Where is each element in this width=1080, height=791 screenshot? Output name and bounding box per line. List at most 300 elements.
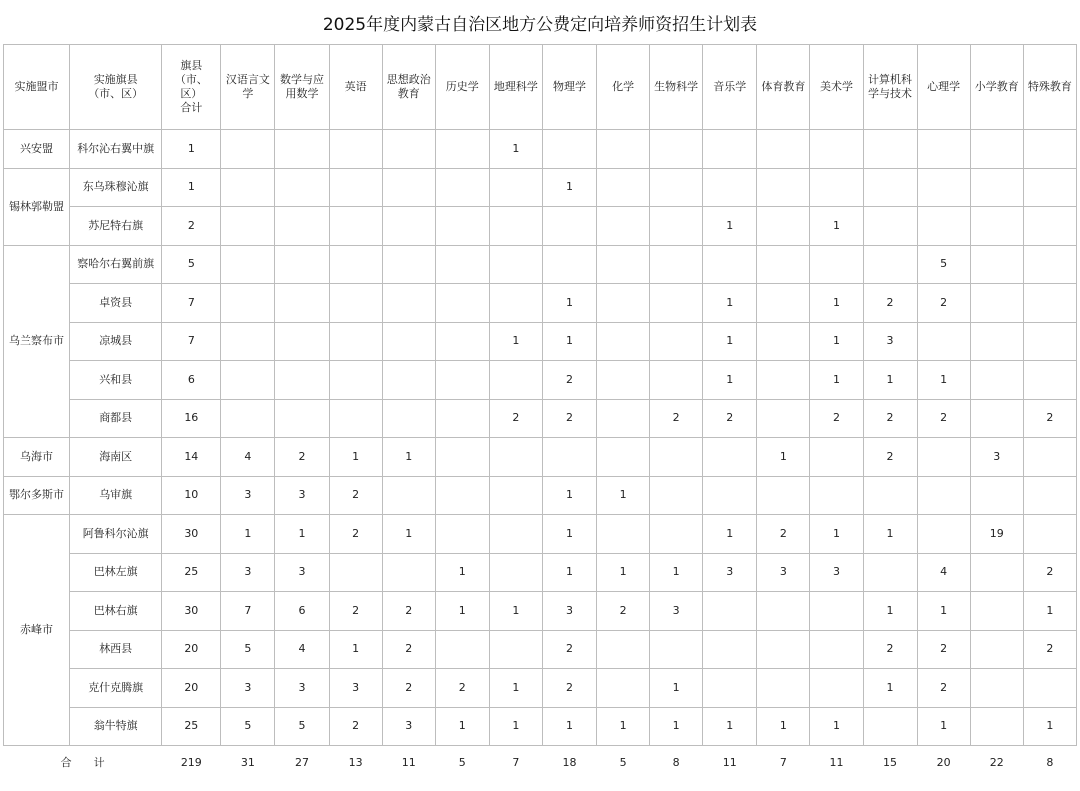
subject-count-cell: 1: [650, 553, 703, 592]
subject-count-cell: 2: [863, 438, 917, 477]
subject-count-cell: 2: [917, 399, 970, 438]
subject-count-cell: 2: [382, 630, 435, 669]
subject-count-cell: [382, 476, 435, 515]
subject-count-cell: [917, 476, 970, 515]
subject-count-cell: [435, 438, 489, 477]
subject-count-cell: 2: [329, 592, 382, 631]
county-cell: 林西县: [70, 630, 162, 669]
subject-count-cell: [863, 245, 917, 284]
subject-count-cell: 2: [489, 399, 542, 438]
subject-count-cell: 1: [650, 707, 703, 746]
subject-count-cell: 2: [917, 630, 970, 669]
subject-count-cell: [382, 284, 435, 323]
totals-label: 合 计: [4, 746, 162, 780]
subject-count-cell: [650, 476, 703, 515]
subject-count-cell: [221, 361, 275, 400]
subject-count-cell: 1: [435, 553, 489, 592]
subject-count-cell: 1: [703, 322, 757, 361]
table-row: [4, 438, 1077, 477]
county-cell: 卓资县: [70, 284, 162, 323]
subject-count-cell: 3: [221, 476, 275, 515]
header-subject: 特殊教育: [1023, 45, 1076, 130]
table-row: [4, 399, 1077, 438]
subject-count-cell: [435, 284, 489, 323]
subject-count-cell: [757, 207, 810, 246]
table-row: [4, 284, 1077, 323]
subject-total-cell: 8: [650, 746, 703, 780]
subject-count-cell: [650, 322, 703, 361]
subject-count-cell: [970, 399, 1023, 438]
subject-count-cell: [275, 168, 329, 207]
subject-count-cell: 1: [382, 438, 435, 477]
county-total-cell: 7: [162, 322, 221, 361]
table-row: [4, 707, 1077, 746]
subject-count-cell: [757, 592, 810, 631]
subject-count-cell: [597, 284, 650, 323]
subject-count-cell: [703, 669, 757, 708]
subject-count-cell: 3: [703, 553, 757, 592]
subject-count-cell: [970, 630, 1023, 669]
subject-count-cell: [329, 245, 382, 284]
subject-count-cell: [435, 361, 489, 400]
subject-count-cell: [489, 245, 542, 284]
table-row: [4, 553, 1077, 592]
table-row: [4, 669, 1077, 708]
subject-count-cell: [597, 515, 650, 554]
subject-count-cell: 1: [863, 592, 917, 631]
subject-count-cell: 3: [275, 476, 329, 515]
subject-total-cell: 11: [810, 746, 863, 780]
county-total-cell: 25: [162, 707, 221, 746]
subject-count-cell: 2: [542, 669, 596, 708]
subject-count-cell: [275, 207, 329, 246]
subject-count-cell: 1: [1023, 592, 1076, 631]
subject-count-cell: [650, 130, 703, 169]
subject-count-cell: [489, 168, 542, 207]
subject-count-cell: 2: [1023, 630, 1076, 669]
county-total-cell: 16: [162, 399, 221, 438]
subject-total-cell: 15: [863, 746, 917, 780]
subject-count-cell: [275, 284, 329, 323]
subject-count-cell: 1: [275, 515, 329, 554]
subject-count-cell: [863, 130, 917, 169]
subject-total-cell: 7: [757, 746, 810, 780]
subject-count-cell: 3: [542, 592, 596, 631]
subject-count-cell: [329, 284, 382, 323]
header-subject: 历史学: [435, 45, 489, 130]
county-cell: 凉城县: [70, 322, 162, 361]
subject-count-cell: 2: [1023, 553, 1076, 592]
enrollment-plan-table: [3, 44, 1077, 780]
subject-count-cell: 5: [275, 707, 329, 746]
subject-count-cell: [703, 630, 757, 669]
table-row: [4, 130, 1077, 169]
subject-count-cell: 1: [597, 707, 650, 746]
county-cell: 东乌珠穆沁旗: [70, 168, 162, 207]
subject-count-cell: 2: [435, 669, 489, 708]
subject-count-cell: [650, 438, 703, 477]
subject-count-cell: 1: [329, 438, 382, 477]
subject-count-cell: [435, 168, 489, 207]
header-subject: 音乐学: [703, 45, 757, 130]
county-cell: 科尔沁右翼中旗: [70, 130, 162, 169]
subject-count-cell: [1023, 361, 1076, 400]
county-total-cell: 10: [162, 476, 221, 515]
subject-count-cell: [863, 707, 917, 746]
subject-count-cell: [382, 130, 435, 169]
subject-count-cell: [489, 284, 542, 323]
county-cell: 翁牛特旗: [70, 707, 162, 746]
subject-count-cell: [970, 361, 1023, 400]
subject-total-cell: 5: [435, 746, 489, 780]
subject-count-cell: 1: [435, 592, 489, 631]
subject-count-cell: [382, 245, 435, 284]
subject-count-cell: [863, 207, 917, 246]
subject-count-cell: [329, 361, 382, 400]
subject-count-cell: 1: [542, 476, 596, 515]
subject-count-cell: [382, 361, 435, 400]
subject-count-cell: 1: [542, 707, 596, 746]
subject-count-cell: [1023, 669, 1076, 708]
subject-count-cell: [917, 322, 970, 361]
league-cell: 鄂尔多斯市: [4, 476, 70, 515]
subject-count-cell: [650, 361, 703, 400]
subject-count-cell: 1: [542, 168, 596, 207]
subject-count-cell: [489, 207, 542, 246]
subject-count-cell: [810, 245, 863, 284]
subject-count-cell: [489, 476, 542, 515]
totals-row: [4, 746, 1077, 780]
county-total-cell: 14: [162, 438, 221, 477]
table-row: [4, 592, 1077, 631]
subject-count-cell: 1: [542, 322, 596, 361]
subject-count-cell: [970, 592, 1023, 631]
subject-count-cell: [275, 361, 329, 400]
subject-count-cell: 3: [382, 707, 435, 746]
subject-count-cell: [810, 592, 863, 631]
subject-count-cell: 1: [703, 707, 757, 746]
subject-count-cell: [757, 322, 810, 361]
subject-total-cell: 31: [221, 746, 275, 780]
subject-count-cell: [757, 476, 810, 515]
header-subject: 化学: [597, 45, 650, 130]
subject-count-cell: [542, 438, 596, 477]
subject-count-cell: 1: [650, 669, 703, 708]
subject-count-cell: 5: [917, 245, 970, 284]
subject-count-cell: 1: [489, 130, 542, 169]
subject-count-cell: [382, 168, 435, 207]
subject-count-cell: 3: [275, 553, 329, 592]
subject-count-cell: [542, 130, 596, 169]
subject-count-cell: 2: [810, 399, 863, 438]
subject-count-cell: [970, 207, 1023, 246]
subject-count-cell: 2: [597, 592, 650, 631]
subject-count-cell: 1: [917, 707, 970, 746]
subject-count-cell: [917, 130, 970, 169]
header-subject: 英语: [329, 45, 382, 130]
subject-count-cell: [1023, 245, 1076, 284]
subject-count-cell: [703, 168, 757, 207]
subject-count-cell: 1: [489, 322, 542, 361]
subject-count-cell: [489, 553, 542, 592]
county-cell: 商都县: [70, 399, 162, 438]
subject-count-cell: 1: [542, 284, 596, 323]
subject-count-cell: [435, 130, 489, 169]
subject-count-cell: 3: [863, 322, 917, 361]
subject-count-cell: 4: [917, 553, 970, 592]
subject-count-cell: [810, 476, 863, 515]
subject-count-cell: [1023, 207, 1076, 246]
header-subject: 物理学: [542, 45, 596, 130]
subject-count-cell: [435, 476, 489, 515]
table-row: [4, 630, 1077, 669]
subject-count-cell: 2: [542, 399, 596, 438]
subject-count-cell: 2: [542, 361, 596, 400]
subject-count-cell: 2: [329, 476, 382, 515]
subject-count-cell: [597, 399, 650, 438]
subject-count-cell: 2: [1023, 399, 1076, 438]
subject-count-cell: 2: [863, 399, 917, 438]
table-row: [4, 245, 1077, 284]
subject-count-cell: [757, 361, 810, 400]
subject-count-cell: [970, 284, 1023, 323]
subject-count-cell: 3: [275, 669, 329, 708]
table-body: [4, 130, 1077, 780]
subject-count-cell: [810, 438, 863, 477]
subject-count-cell: 1: [435, 707, 489, 746]
league-cell: 兴安盟: [4, 130, 70, 169]
subject-count-cell: [810, 130, 863, 169]
subject-count-cell: 7: [221, 592, 275, 631]
subject-count-cell: 5: [221, 630, 275, 669]
subject-count-cell: [382, 553, 435, 592]
subject-count-cell: [329, 168, 382, 207]
subject-count-cell: 1: [810, 515, 863, 554]
subject-count-cell: [382, 322, 435, 361]
header-subject: 数学与应用数学: [275, 45, 329, 130]
subject-count-cell: [329, 399, 382, 438]
subject-count-cell: [970, 245, 1023, 284]
subject-count-cell: [435, 207, 489, 246]
table-row: [4, 515, 1077, 554]
subject-count-cell: [810, 168, 863, 207]
subject-total-cell: 8: [1023, 746, 1076, 780]
subject-count-cell: [275, 399, 329, 438]
league-cell: 乌海市: [4, 438, 70, 477]
subject-count-cell: 1: [703, 284, 757, 323]
header-subject: 计算机科学与技术: [863, 45, 917, 130]
subject-count-cell: 1: [863, 515, 917, 554]
subject-count-cell: [489, 630, 542, 669]
header-subject: 心理学: [917, 45, 970, 130]
subject-total-cell: 27: [275, 746, 329, 780]
subject-count-cell: 2: [703, 399, 757, 438]
subject-count-cell: 1: [810, 361, 863, 400]
subject-count-cell: [597, 361, 650, 400]
subject-count-cell: 1: [757, 707, 810, 746]
subject-count-cell: [221, 207, 275, 246]
county-total-cell: 7: [162, 284, 221, 323]
subject-count-cell: [970, 168, 1023, 207]
county-total-cell: 30: [162, 592, 221, 631]
subject-count-cell: 1: [382, 515, 435, 554]
subject-count-cell: 4: [275, 630, 329, 669]
subject-count-cell: [917, 515, 970, 554]
subject-count-cell: 2: [650, 399, 703, 438]
subject-count-cell: [757, 669, 810, 708]
subject-count-cell: 1: [542, 553, 596, 592]
subject-count-cell: [917, 438, 970, 477]
subject-total-cell: 7: [489, 746, 542, 780]
header-subject: 美术学: [810, 45, 863, 130]
subject-count-cell: [221, 399, 275, 438]
subject-count-cell: [329, 553, 382, 592]
table-row: [4, 361, 1077, 400]
header-subject: 体育教育: [757, 45, 810, 130]
subject-count-cell: [650, 245, 703, 284]
county-total-cell: 1: [162, 168, 221, 207]
league-cell: 乌兰察布市: [4, 245, 70, 438]
subject-count-cell: 1: [542, 515, 596, 554]
subject-count-cell: [650, 284, 703, 323]
subject-count-cell: [221, 130, 275, 169]
subject-count-cell: [382, 207, 435, 246]
subject-count-cell: [435, 322, 489, 361]
subject-count-cell: 1: [489, 669, 542, 708]
subject-total-cell: 13: [329, 746, 382, 780]
header-subject: 地理科学: [489, 45, 542, 130]
header-subject: 思想政治教育: [382, 45, 435, 130]
county-total-cell: 20: [162, 669, 221, 708]
subject-count-cell: [863, 168, 917, 207]
subject-count-cell: 2: [863, 630, 917, 669]
subject-count-cell: [275, 130, 329, 169]
subject-count-cell: 1: [757, 438, 810, 477]
county-cell: 兴和县: [70, 361, 162, 400]
subject-count-cell: [489, 361, 542, 400]
subject-count-cell: [1023, 438, 1076, 477]
subject-total-cell: 20: [917, 746, 970, 780]
subject-count-cell: [650, 630, 703, 669]
subject-count-cell: [917, 207, 970, 246]
subject-count-cell: [275, 322, 329, 361]
subject-count-cell: [435, 245, 489, 284]
subject-count-cell: [221, 168, 275, 207]
subject-count-cell: 1: [703, 207, 757, 246]
subject-count-cell: 1: [597, 476, 650, 515]
subject-count-cell: [329, 130, 382, 169]
subject-count-cell: [970, 130, 1023, 169]
subject-count-cell: [435, 399, 489, 438]
subject-count-cell: [703, 476, 757, 515]
header-subject: 小学教育: [970, 45, 1023, 130]
subject-count-cell: 3: [221, 669, 275, 708]
subject-count-cell: [917, 168, 970, 207]
subject-count-cell: [810, 669, 863, 708]
table-row: [4, 207, 1077, 246]
county-cell: 阿鲁科尔沁旗: [70, 515, 162, 554]
subject-count-cell: [703, 592, 757, 631]
subject-count-cell: [597, 168, 650, 207]
subject-count-cell: [970, 707, 1023, 746]
subject-count-cell: [275, 245, 329, 284]
county-total-cell: 2: [162, 207, 221, 246]
subject-count-cell: [435, 515, 489, 554]
subject-count-cell: [1023, 284, 1076, 323]
subject-count-cell: [757, 399, 810, 438]
subject-count-cell: [863, 476, 917, 515]
subject-count-cell: [863, 553, 917, 592]
subject-count-cell: 6: [275, 592, 329, 631]
subject-count-cell: 1: [917, 592, 970, 631]
subject-count-cell: [650, 168, 703, 207]
subject-count-cell: [329, 207, 382, 246]
subject-count-cell: 2: [917, 284, 970, 323]
header-total: 旗县 （市、区） 合计: [162, 45, 221, 130]
subject-total-cell: 22: [970, 746, 1023, 780]
subject-count-cell: 1: [489, 707, 542, 746]
subject-count-cell: [650, 207, 703, 246]
county-total-cell: 6: [162, 361, 221, 400]
header-subject: 汉语言文学: [221, 45, 275, 130]
subject-count-cell: 2: [917, 669, 970, 708]
subject-count-cell: 2: [329, 515, 382, 554]
subject-count-cell: [597, 322, 650, 361]
page-title: 2025年度内蒙古自治区地方公费定向培养师资招生计划表: [322, 15, 758, 35]
subject-count-cell: 3: [810, 553, 863, 592]
grand-total-cell: 219: [162, 746, 221, 780]
subject-count-cell: 3: [970, 438, 1023, 477]
county-total-cell: 30: [162, 515, 221, 554]
subject-count-cell: 1: [703, 361, 757, 400]
county-cell: 巴林右旗: [70, 592, 162, 631]
subject-count-cell: 1: [329, 630, 382, 669]
header-county: 实施旗县 （市、区）: [70, 45, 162, 130]
subject-total-cell: 18: [542, 746, 596, 780]
county-cell: 乌审旗: [70, 476, 162, 515]
subject-total-cell: 5: [597, 746, 650, 780]
subject-count-cell: 3: [650, 592, 703, 631]
header-subject: 生物科学: [650, 45, 703, 130]
county-total-cell: 25: [162, 553, 221, 592]
subject-count-cell: [703, 130, 757, 169]
subject-count-cell: 2: [275, 438, 329, 477]
subject-count-cell: 5: [221, 707, 275, 746]
subject-count-cell: 1: [810, 707, 863, 746]
subject-count-cell: [970, 669, 1023, 708]
subject-count-cell: 2: [382, 669, 435, 708]
subject-count-cell: [597, 669, 650, 708]
subject-count-cell: [1023, 322, 1076, 361]
subject-count-cell: [1023, 476, 1076, 515]
subject-count-cell: [1023, 515, 1076, 554]
subject-count-cell: 3: [221, 553, 275, 592]
subject-count-cell: [221, 245, 275, 284]
subject-count-cell: [435, 630, 489, 669]
subject-count-cell: 3: [757, 553, 810, 592]
subject-count-cell: 2: [329, 707, 382, 746]
subject-count-cell: [1023, 130, 1076, 169]
subject-count-cell: [970, 476, 1023, 515]
subject-count-cell: [542, 207, 596, 246]
subject-count-cell: [382, 399, 435, 438]
subject-count-cell: [1023, 168, 1076, 207]
subject-count-cell: [703, 438, 757, 477]
subject-count-cell: 4: [221, 438, 275, 477]
subject-count-cell: 1: [863, 669, 917, 708]
subject-count-cell: [757, 284, 810, 323]
subject-count-cell: 2: [757, 515, 810, 554]
